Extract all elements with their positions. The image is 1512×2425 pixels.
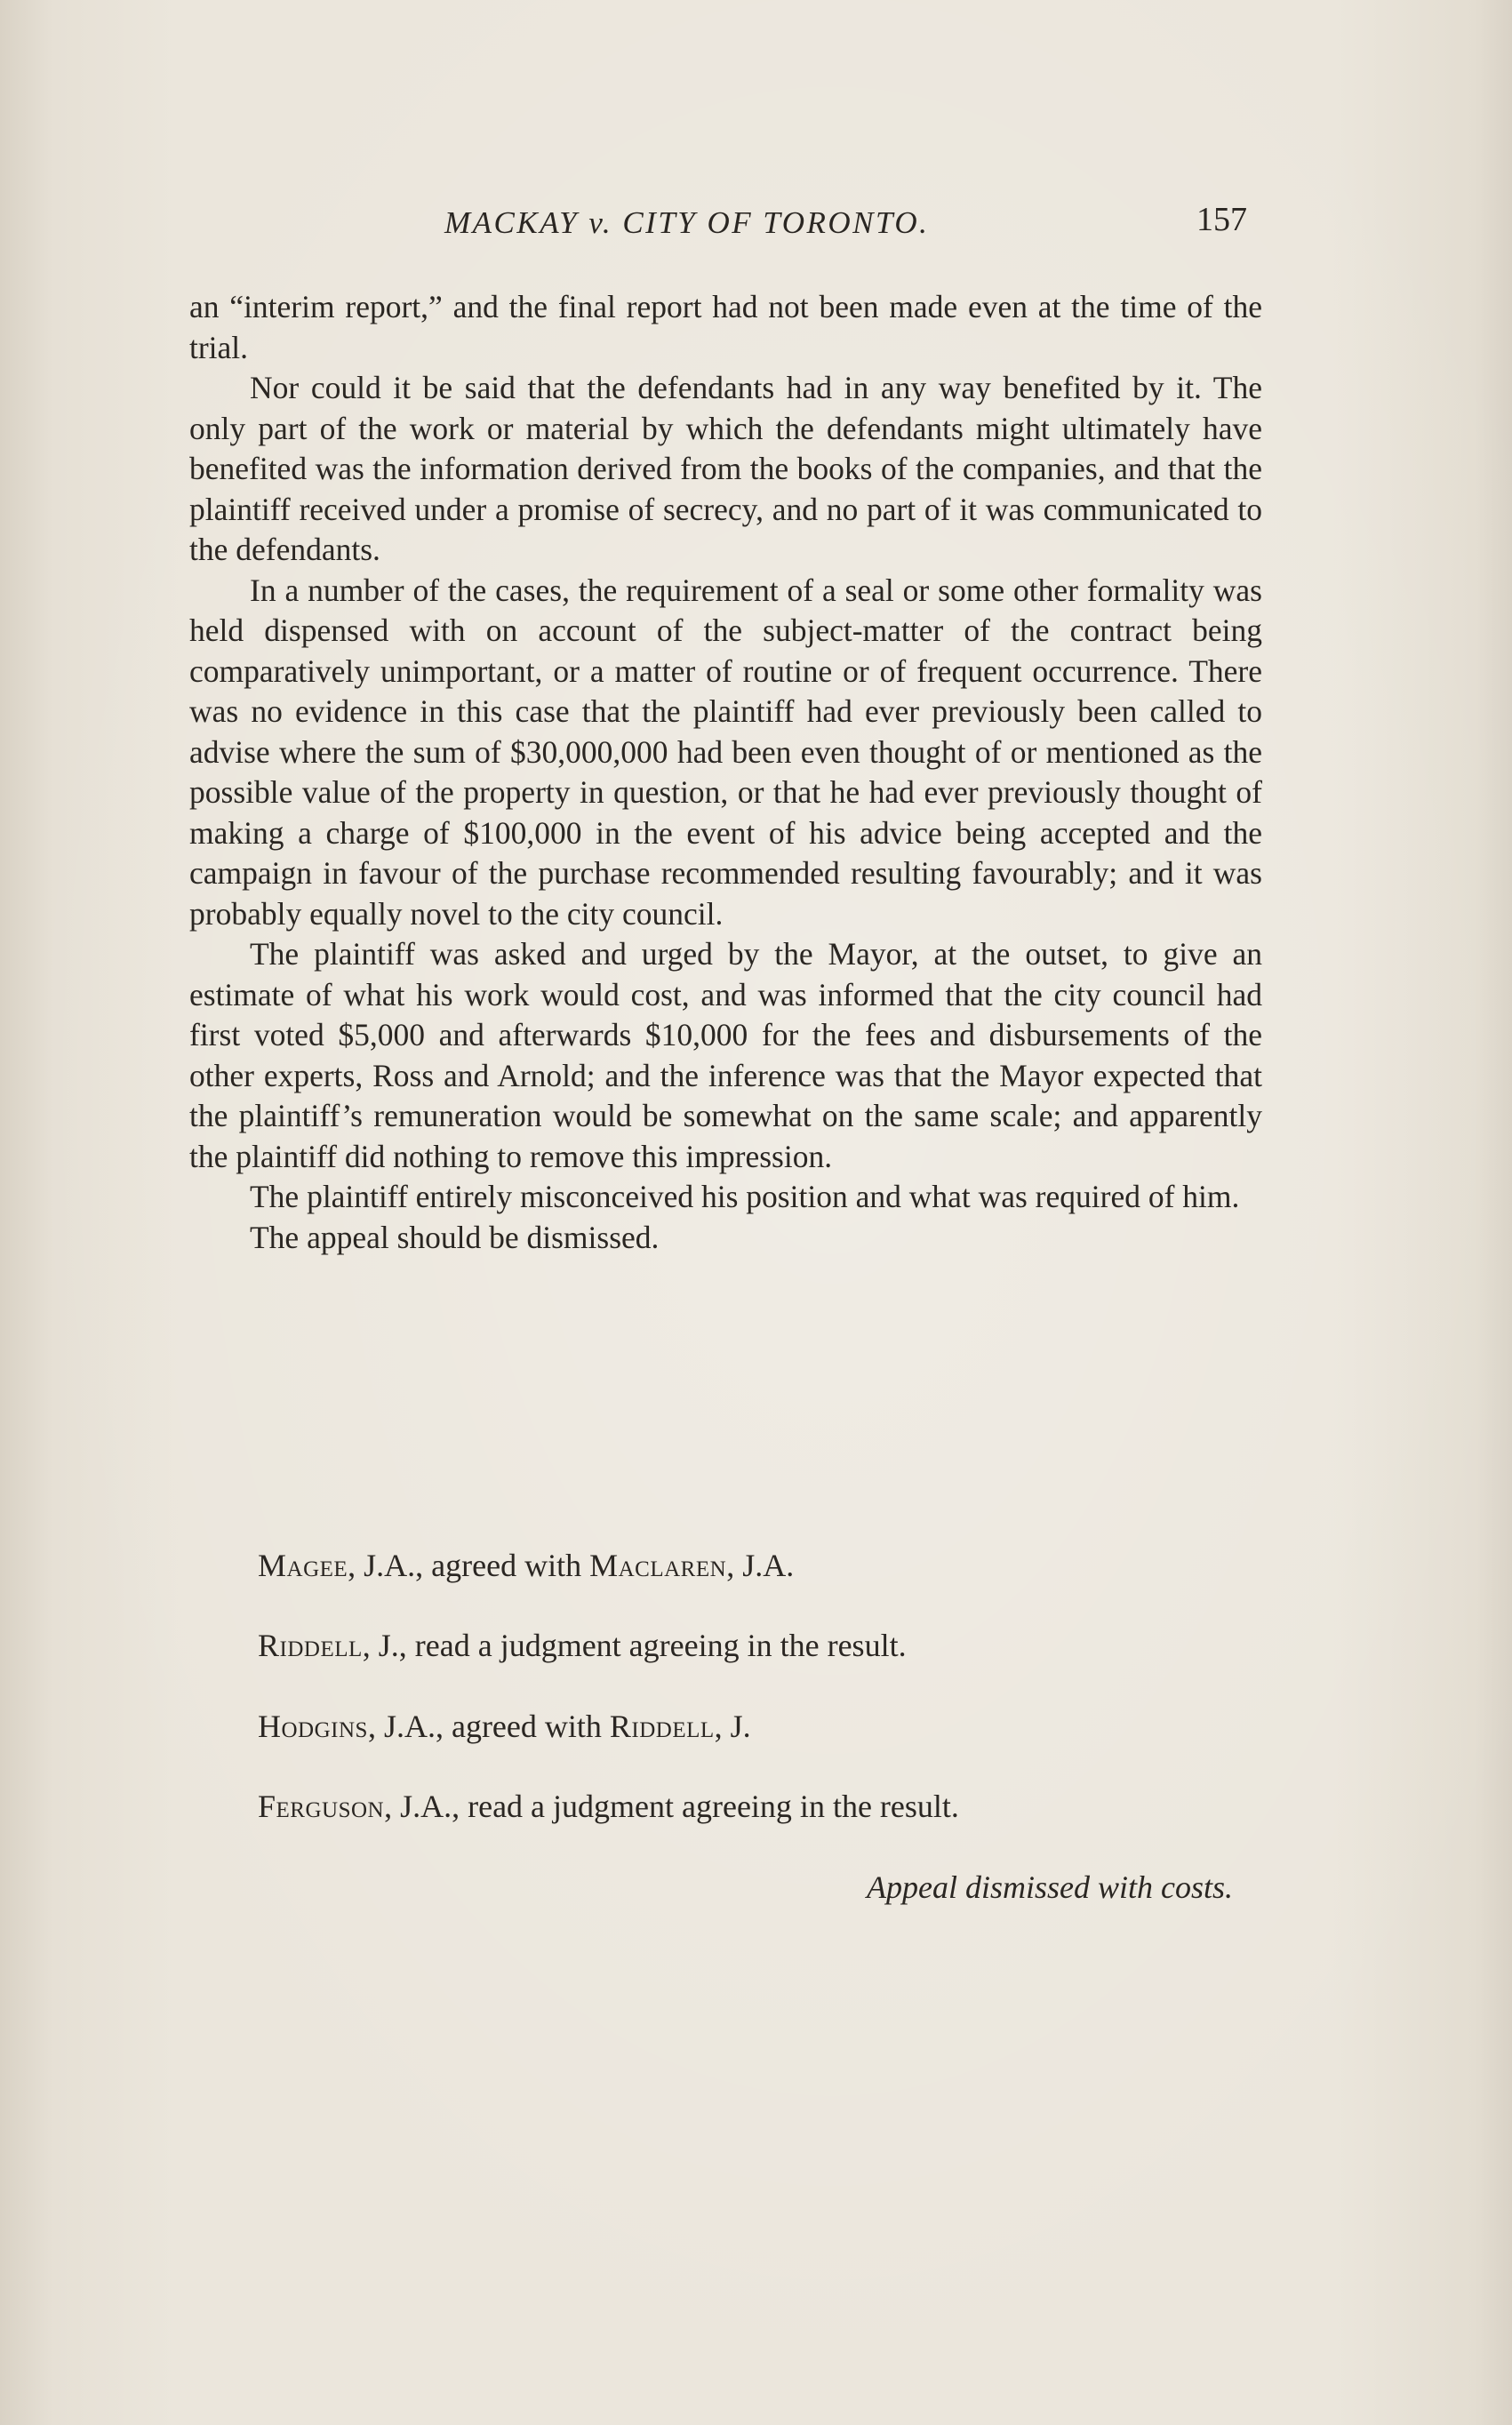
opinion-hodgins [258,1708,751,1745]
opinion-magee [258,1547,794,1584]
disposition: Appeal dismissed with costs. [867,1869,1233,1905]
judge-name: Magee [258,1548,348,1583]
judge-name: Hodgins [258,1709,368,1744]
paragraph-conclusion: The appeal should be dismissed. [250,1219,660,1255]
opinion-ferguson [258,1788,959,1825]
opinion-text: , J., read a judgment agreeing in the result. [362,1628,907,1663]
page-number: 157 [1196,201,1247,238]
body-text [189,287,1262,1258]
paragraph-benefit: Nor could it be said that the defendants had in any way benefited by it. The only part of the work or material by which the defendants might ultimately have benefited was the information derived from the books of the companies, and that the plaintiff received under a promise of secrecy, and no part of it was communicated to the defendants. [189,370,1262,567]
opinion-text: , J.A. [726,1548,795,1583]
paragraph-continuation: an “interim report,” and the final report had not been made even at the time of the trial. [189,289,1262,365]
paragraph-estimate: The plaintiff was asked and urged by the Mayor, at the outset, to give an estimate of what his work would cost, and was informed that the city council had first voted $5,000 and afterwards $10,000 for the fees and disbursements of the other experts, Ross and Arnold; and the inference was that the Mayor expected that the plaintiff’s remuneration would be somewhat on the same scale; and apparently the plaintiff did nothing to remove this impression. [189,936,1262,1174]
opinion-text: , J.A., agreed with [367,1709,610,1744]
opinion-text: , J. [714,1709,751,1744]
opinion-riddell [258,1627,907,1664]
judge-name: Riddell [258,1628,363,1663]
judge-name: Maclaren [589,1548,727,1583]
judge-name: Ferguson [258,1789,385,1824]
running-head [0,200,1512,253]
paragraph-formality: In a number of the cases, the requirement of a seal or some other formality was held dispensed with on account of the subject-matter of the contract being comparatively unimportant, or a matter of routine or of frequent occurrence. There was no evidence in this case that the plaintiff had ever previously been called to advise where the sum of $30,000,000 had been even thought of or mentioned as the possible value of the property in question, or that he had ever previously thought of making a charge of $100,000 in the event of his advice being accepted and the campaign in favour of the purchase recommended resulting favourably; and it was probably equally novel to the city council. [189,572,1262,932]
opinion-text: , J.A., read a judgment agreeing in the result. [384,1789,959,1824]
opinion-text: , J.A., agreed with [348,1548,590,1583]
paragraph-misconceived: The plaintiff entirely misconceived his position and what was required of him. [250,1179,1240,1214]
running-title: MACKAY v. CITY OF TORONTO. [444,205,930,240]
judge-name: Riddell [609,1709,715,1744]
